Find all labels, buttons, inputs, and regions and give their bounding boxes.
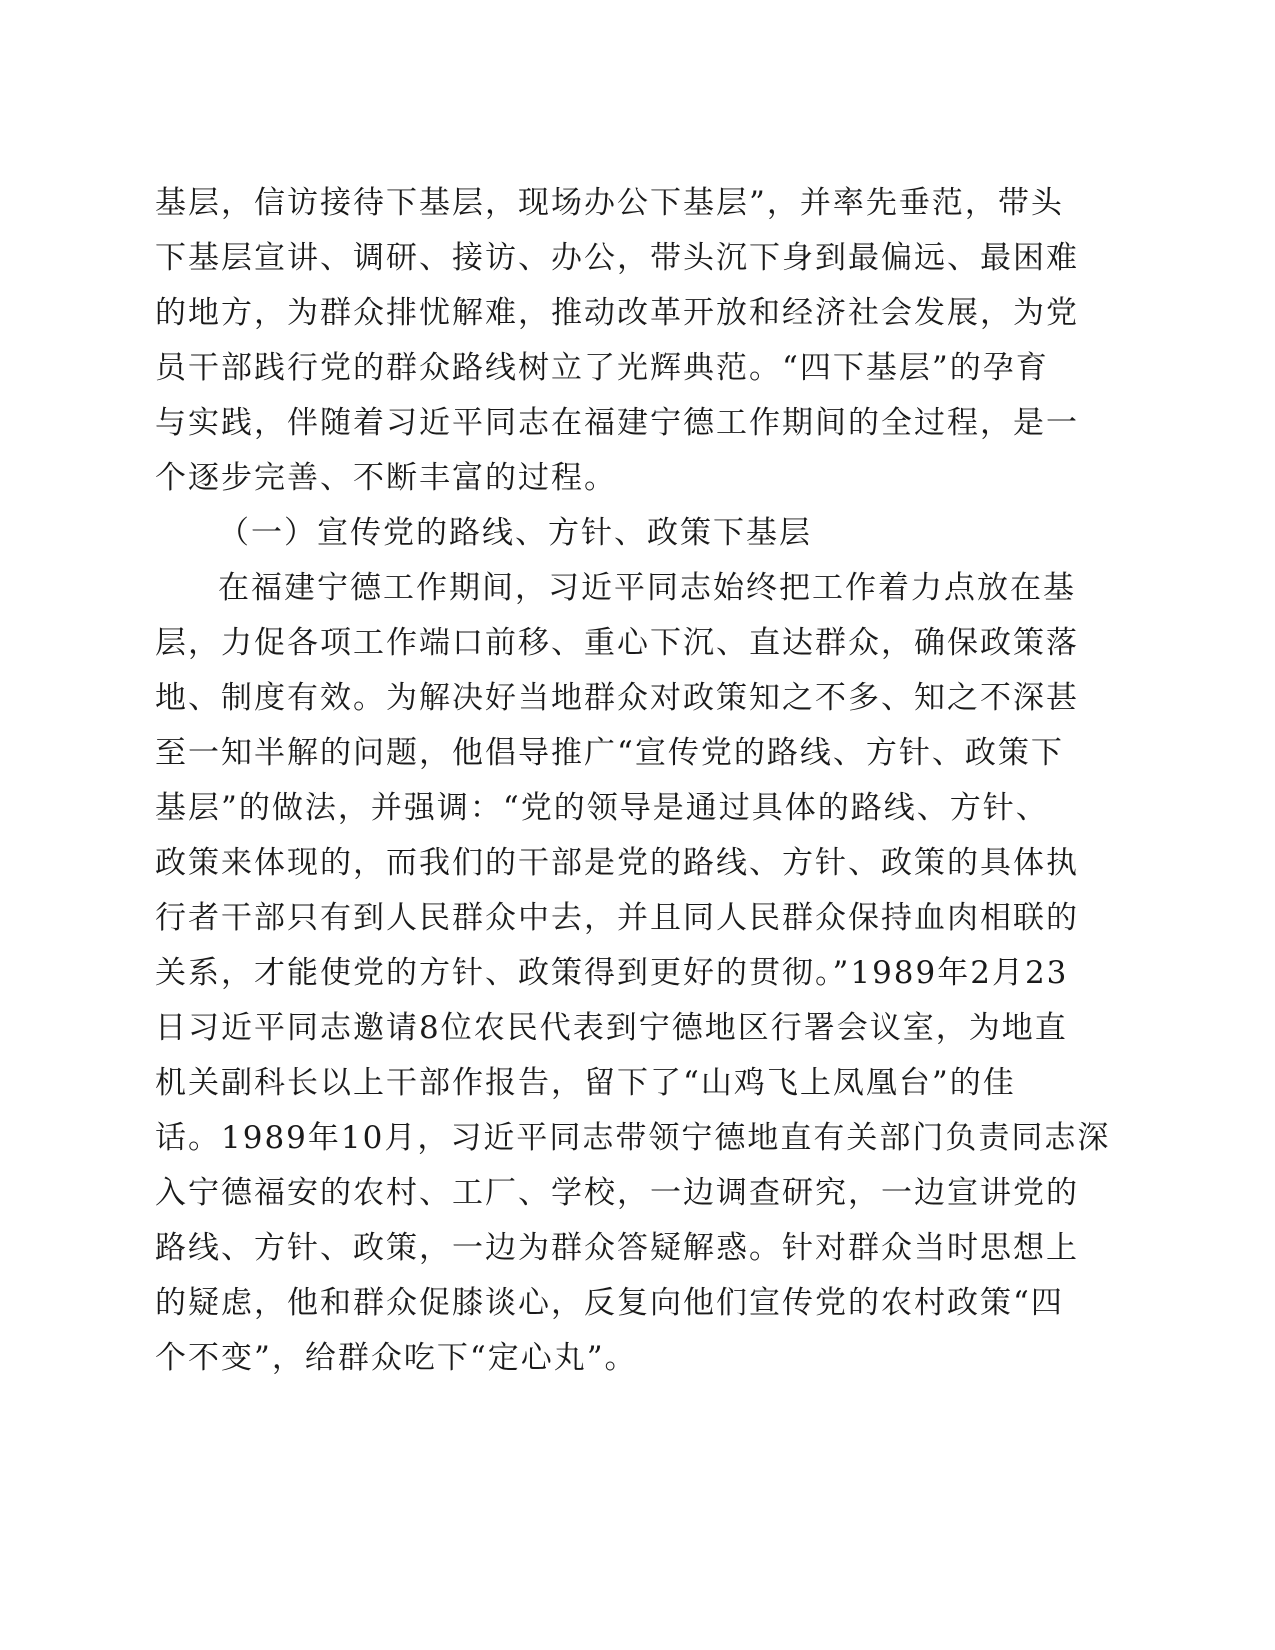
text-line: 政策来体现的，而我们的干部是党的路线、方针、政策的具体执 — [155, 845, 1079, 881]
text-line: 的地方，为群众排忧解难，推动改革开放和经济社会发展，为党 — [155, 295, 1079, 331]
text-line: 话。1989年10月，习近平同志带领宁德地直有关部门负责同志深 — [155, 1120, 1111, 1156]
text-line: 个不变”，给群众吃下“定心丸”。 — [155, 1340, 638, 1376]
text-line: 基层，信访接待下基层，现场办公下基层”，并率先垂范，带头 — [155, 185, 1064, 221]
text-line: 个逐步完善、不断丰富的过程。 — [155, 460, 617, 496]
text-line: 路线、方针、政策，一边为群众答疑解惑。针对群众当时思想上 — [155, 1230, 1079, 1266]
text-line: 下基层宣讲、调研、接访、办公，带头沉下身到最偏远、最困难 — [155, 240, 1079, 276]
text-line: 基层”的做法，并强调：“党的领导是通过具体的路线、方针、 — [155, 790, 1049, 826]
text-line: 层，力促各项工作端口前移、重心下沉、直达群众，确保政策落 — [155, 625, 1079, 661]
text-line: 入宁德福安的农村、工厂、学校，一边调查研究，一边宣讲党的 — [155, 1175, 1079, 1211]
text-line: 至一知半解的问题，他倡导推广“宣传党的路线、方针、政策下 — [155, 735, 1064, 771]
section-heading: （一）宣传党的路线、方针、政策下基层 — [218, 515, 812, 551]
text-line: 行者干部只有到人民群众中去，并且同人民群众保持血肉相联的 — [155, 900, 1079, 936]
text-line: 与实践，伴随着习近平同志在福建宁德工作期间的全过程，是一 — [155, 405, 1079, 441]
text-line: 地、制度有效。为解决好当地群众对政策知之不多、知之不深甚 — [155, 680, 1079, 716]
text-line: 在福建宁德工作期间，习近平同志始终把工作着力点放在基 — [218, 570, 1076, 606]
text-line: 机关副科长以上干部作报告，留下了“山鸡飞上凤凰台”的佳 — [155, 1065, 1016, 1101]
text-line: 关系，才能使党的方针、政策得到更好的贯彻。”1989年2月23 — [155, 955, 1069, 991]
text-line: 的疑虑，他和群众促膝谈心，反复向他们宣传党的农村政策“四 — [155, 1285, 1064, 1321]
text-line: 员干部践行党的群众路线树立了光辉典范。“四下基层”的孕育 — [155, 350, 1049, 386]
text-line: 日习近平同志邀请8位农民代表到宁德地区行署会议室，为地直 — [155, 1010, 1068, 1046]
